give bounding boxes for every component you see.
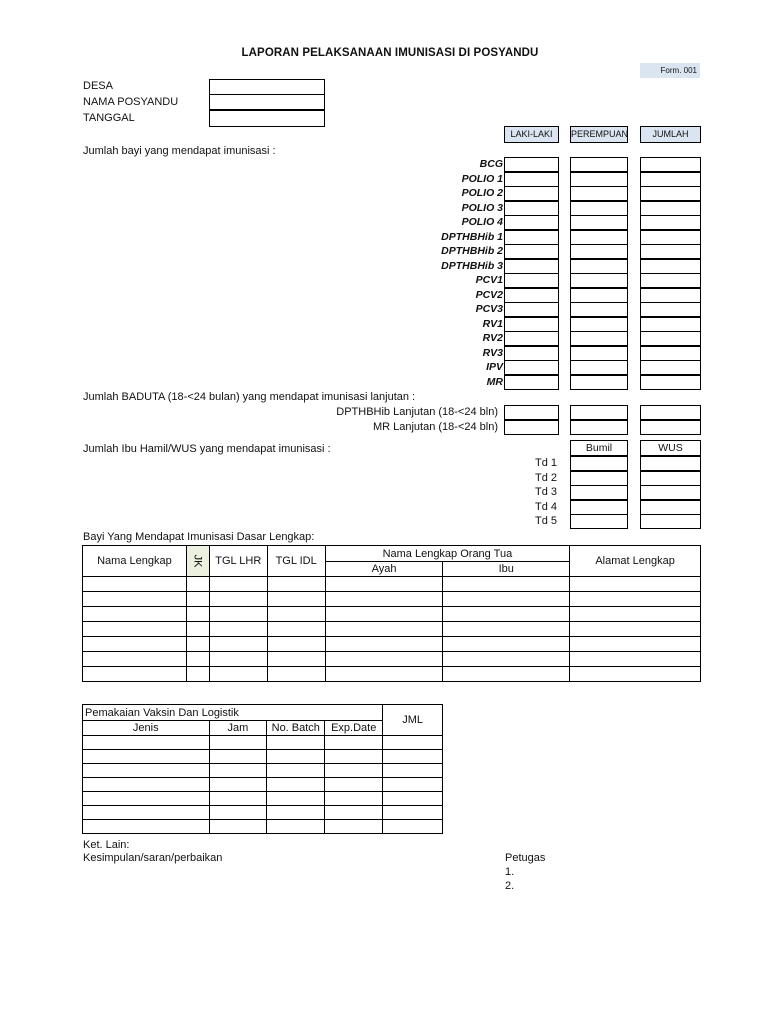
perempuan-input[interactable] — [570, 288, 628, 303]
idl-table-cell[interactable] — [267, 637, 325, 652]
idl-table-cell[interactable] — [209, 622, 267, 637]
idl-table-row — [83, 652, 701, 667]
idl-table-cell[interactable] — [570, 637, 701, 652]
laki-laki-input[interactable] — [504, 420, 559, 435]
perempuan-input[interactable] — [570, 259, 628, 274]
vaccine-label: IPV — [486, 361, 503, 373]
td-item-label: Td 1 — [534, 457, 557, 469]
idl-table-cell[interactable] — [83, 577, 187, 592]
perempuan-input[interactable] — [570, 157, 628, 172]
logistik-table-cell[interactable] — [267, 736, 325, 750]
wus-input[interactable] — [640, 485, 701, 500]
idl-table-cell[interactable] — [443, 652, 570, 667]
idl-table-cell[interactable] — [325, 607, 443, 622]
idl-table-cell[interactable] — [267, 652, 325, 667]
idl-table-cell[interactable] — [325, 592, 443, 607]
perempuan-input[interactable] — [570, 346, 628, 361]
laki-laki-input[interactable] — [504, 157, 559, 172]
idl-table-cell[interactable] — [443, 577, 570, 592]
logistik-col-batch: No. Batch — [267, 721, 325, 736]
perempuan-input[interactable] — [570, 360, 628, 375]
idl-table-cell[interactable] — [325, 637, 443, 652]
idl-section-heading: Bayi Yang Mendapat Imunisasi Dasar Lengkap: — [83, 531, 315, 543]
idl-table-cell[interactable] — [83, 652, 187, 667]
logistik-table-cell[interactable] — [209, 736, 267, 750]
idl-table-cell[interactable] — [83, 622, 187, 637]
baduta-item-label: MR Lanjutan (18-<24 bln) — [372, 421, 498, 433]
jumlah-input[interactable] — [640, 317, 701, 332]
laki-laki-input[interactable] — [504, 244, 559, 259]
vaccine-label: DPTHBHib 3 — [441, 259, 503, 272]
logistik-table-cell[interactable] — [267, 792, 325, 806]
idl-table-cell[interactable] — [186, 667, 209, 682]
laki-laki-input[interactable] — [504, 360, 559, 375]
laki-laki-input[interactable] — [504, 317, 559, 332]
vaccine-label: RV2 — [482, 332, 503, 344]
logistik-heading: Pemakaian Vaksin Dan Logistik — [83, 705, 383, 721]
logistik-table-cell[interactable] — [209, 750, 267, 764]
logistik-table-cell[interactable] — [267, 820, 325, 834]
vaccine-label: RV1 — [482, 317, 503, 330]
laki-laki-input[interactable] — [504, 215, 559, 230]
logistik-table-cell[interactable] — [383, 764, 443, 778]
petugas-label: Petugas — [505, 852, 546, 864]
jumlah-input[interactable] — [640, 288, 701, 303]
logistik-table-cell[interactable] — [383, 736, 443, 750]
logistik-table-cell[interactable] — [83, 750, 210, 764]
idl-col-nama: Nama Lengkap — [83, 546, 187, 577]
idl-table-cell[interactable] — [443, 622, 570, 637]
vaccine-label: PCV3 — [475, 303, 503, 315]
bumil-input[interactable] — [570, 500, 628, 515]
idl-col-ayah: Ayah — [325, 562, 443, 577]
vaccine-label: DPTHBHib 2 — [441, 245, 503, 257]
perempuan-input[interactable] — [570, 405, 628, 420]
logistik-table-cell[interactable] — [267, 778, 325, 792]
perempuan-input[interactable] — [570, 215, 628, 230]
vaccine-label: MR — [486, 375, 503, 388]
logistik-col-jenis: Jenis — [83, 721, 210, 736]
page-title: LAPORAN PELAKSANAAN IMUNISASI DI POSYANDU — [241, 47, 539, 59]
vaccine-label: POLIO 4 — [461, 216, 503, 228]
perempuan-input[interactable] — [570, 230, 628, 245]
idl-col-tgl-idl: TGL IDL — [267, 546, 325, 577]
idl-table-cell[interactable] — [267, 577, 325, 592]
logistik-table-row — [83, 750, 443, 764]
perempuan-input[interactable] — [570, 172, 628, 187]
perempuan-input[interactable] — [570, 420, 628, 435]
jumlah-input[interactable] — [640, 201, 701, 216]
jumlah-input[interactable] — [640, 302, 701, 317]
jumlah-input[interactable] — [640, 331, 701, 346]
bumil-input[interactable] — [570, 485, 628, 500]
laki-laki-input[interactable] — [504, 186, 559, 201]
perempuan-input[interactable] — [570, 331, 628, 346]
idl-table-cell[interactable] — [325, 652, 443, 667]
idl-table-cell[interactable] — [209, 607, 267, 622]
idl-table-row — [83, 592, 701, 607]
jumlah-input[interactable] — [640, 230, 701, 245]
logistik-table-cell[interactable] — [325, 806, 383, 820]
idl-col-alamat: Alamat Lengkap — [570, 546, 701, 577]
wus-input[interactable] — [640, 514, 701, 529]
logistik-table-cell[interactable] — [83, 792, 210, 806]
idl-table-cell[interactable] — [570, 607, 701, 622]
idl-table-cell[interactable] — [443, 607, 570, 622]
jumlah-input[interactable] — [640, 244, 701, 259]
logistik-table-cell[interactable] — [83, 736, 210, 750]
logistik-table-cell[interactable] — [83, 764, 210, 778]
idl-table-row — [83, 577, 701, 592]
laki-laki-input[interactable] — [504, 172, 559, 187]
logistik-table-cell[interactable] — [209, 792, 267, 806]
logistik-table-cell[interactable] — [383, 750, 443, 764]
logistik-table-cell[interactable] — [325, 778, 383, 792]
vaccine-label: RV3 — [482, 346, 503, 359]
idl-table-cell[interactable] — [83, 637, 187, 652]
bumil-input[interactable] — [570, 514, 628, 529]
logistik-table-cell[interactable] — [267, 764, 325, 778]
logistik-table-row — [83, 820, 443, 834]
laki-laki-input[interactable] — [504, 302, 559, 317]
ket-lain-label: Ket. Lain: — [83, 839, 130, 851]
idl-table-cell[interactable] — [83, 592, 187, 607]
logistik-table-cell[interactable] — [267, 806, 325, 820]
idl-col-ibu: Ibu — [443, 562, 570, 577]
bumil-input[interactable] — [570, 471, 628, 486]
vaccine-label: POLIO 1 — [461, 172, 503, 185]
laki-laki-input[interactable] — [504, 375, 559, 390]
logistik-table-row — [83, 778, 443, 792]
jumlah-input[interactable] — [640, 273, 701, 288]
idl-table-cell[interactable] — [325, 577, 443, 592]
logistik-col-jml: JML — [383, 705, 443, 736]
idl-table-row — [83, 637, 701, 652]
col-header-wus: WUS — [640, 440, 701, 456]
vaccine-label: POLIO 3 — [461, 201, 503, 214]
idl-table-cell[interactable] — [325, 622, 443, 637]
vaccine-label: POLIO 2 — [461, 187, 503, 199]
logistik-col-exp: Exp.Date — [325, 721, 383, 736]
idl-table-cell[interactable] — [443, 637, 570, 652]
petugas-1-label: 1. — [505, 866, 515, 878]
wus-input[interactable] — [640, 500, 701, 515]
logistik-table-cell[interactable] — [83, 820, 210, 834]
perempuan-input[interactable] — [570, 244, 628, 259]
idl-col-orang-tua: Nama Lengkap Orang Tua — [325, 546, 570, 562]
col-header-perempuan: PEREMPUAN — [570, 126, 628, 143]
baduta-item-label: DPTHBHib Lanjutan (18-<24 bln) — [336, 406, 498, 418]
tanggal-label: TANGGAL — [83, 112, 135, 124]
idl-table-cell[interactable] — [325, 667, 443, 682]
logistik-table-row — [83, 806, 443, 820]
desa-label: DESA — [83, 80, 113, 92]
wus-input[interactable] — [640, 471, 701, 486]
logistik-table-cell[interactable] — [209, 764, 267, 778]
ibu-section-heading: Jumlah Ibu Hamil/WUS yang mendapat imunisasi : — [83, 443, 331, 455]
baduta-section-heading: Jumlah BADUTA (18-<24 bulan) yang mendapat imunisasi lanjutan : — [83, 391, 416, 403]
laki-laki-input[interactable] — [504, 288, 559, 303]
idl-table-cell[interactable] — [570, 667, 701, 682]
idl-table-cell[interactable] — [186, 592, 209, 607]
perempuan-input[interactable] — [570, 186, 628, 201]
wus-input[interactable] — [640, 456, 701, 471]
perempuan-input[interactable] — [570, 302, 628, 317]
laki-laki-input[interactable] — [504, 259, 559, 274]
jumlah-input[interactable] — [640, 405, 701, 420]
posyandu-label: NAMA POSYANDU — [83, 96, 179, 108]
logistik-table-cell[interactable] — [325, 820, 383, 834]
idl-col-jk — [186, 546, 209, 577]
jumlah-input[interactable] — [640, 157, 701, 172]
logistik-table-cell[interactable] — [325, 736, 383, 750]
idl-table-cell[interactable] — [570, 592, 701, 607]
logistik-table-cell[interactable] — [83, 778, 210, 792]
perempuan-input[interactable] — [570, 273, 628, 288]
idl-table-cell[interactable] — [186, 652, 209, 667]
logistik-table-cell[interactable] — [209, 806, 267, 820]
logistik-table-row — [83, 764, 443, 778]
posyandu-field[interactable] — [209, 94, 325, 110]
logistik-table-cell[interactable] — [83, 806, 210, 820]
vaccine-label: PCV1 — [475, 274, 503, 286]
idl-col-jk-label: JK — [191, 554, 204, 568]
idl-table-cell[interactable] — [570, 577, 701, 592]
td-item-label: Td 2 — [534, 471, 557, 484]
logistik-table-cell[interactable] — [209, 820, 267, 834]
jumlah-input[interactable] — [640, 186, 701, 201]
idl-table-cell[interactable] — [209, 592, 267, 607]
bayi-section-heading: Jumlah bayi yang mendapat imunisasi : — [83, 145, 276, 157]
idl-table-cell[interactable] — [570, 622, 701, 637]
td-item-label: Td 4 — [534, 500, 557, 513]
idl-table-body — [83, 577, 701, 682]
logistik-table-body — [83, 736, 443, 834]
laki-laki-input[interactable] — [504, 405, 559, 420]
jumlah-input[interactable] — [640, 420, 701, 435]
jumlah-input[interactable] — [640, 360, 701, 375]
idl-table-cell[interactable] — [267, 592, 325, 607]
jumlah-input[interactable] — [640, 259, 701, 274]
idl-table-cell[interactable] — [267, 622, 325, 637]
laki-laki-input[interactable] — [504, 346, 559, 361]
idl-col-tgl-lhr: TGL LHR — [209, 546, 267, 577]
jumlah-input[interactable] — [640, 215, 701, 230]
idl-table-cell[interactable] — [83, 607, 187, 622]
desa-field[interactable] — [209, 79, 325, 95]
idl-table-cell[interactable] — [209, 577, 267, 592]
petugas-2-label: 2. — [505, 880, 515, 892]
idl-table-row — [83, 667, 701, 682]
logistik-table-cell[interactable] — [325, 750, 383, 764]
col-header-laki-laki: LAKI-LAKI — [504, 126, 559, 143]
idl-table-cell[interactable] — [570, 652, 701, 667]
col-header-bumil: Bumil — [570, 440, 628, 456]
vaccine-label: BCG — [479, 158, 503, 170]
logistik-table-cell[interactable] — [267, 750, 325, 764]
logistik-table-cell[interactable] — [383, 778, 443, 792]
vaccine-label: DPTHBHib 1 — [441, 230, 503, 243]
idl-table-cell[interactable] — [83, 667, 187, 682]
laki-laki-input[interactable] — [504, 230, 559, 245]
idl-table-cell[interactable] — [267, 667, 325, 682]
logistik-col-jam: Jam — [209, 721, 267, 736]
jumlah-input[interactable] — [640, 346, 701, 361]
logistik-table-cell[interactable] — [383, 806, 443, 820]
td-item-label: Td 5 — [534, 515, 557, 528]
perempuan-input[interactable] — [570, 317, 628, 332]
td-item-label: Td 3 — [534, 486, 557, 499]
logistik-table-cell[interactable] — [383, 792, 443, 806]
idl-table-cell[interactable] — [186, 637, 209, 652]
vaccine-label: PCV2 — [475, 288, 503, 301]
idl-table-cell[interactable] — [209, 637, 267, 652]
idl-table-cell[interactable] — [186, 577, 209, 592]
form-number-badge: Form. 001 — [640, 63, 700, 78]
logistik-table-cell[interactable] — [325, 764, 383, 778]
logistik-table-cell[interactable] — [325, 792, 383, 806]
idl-table-cell[interactable] — [209, 667, 267, 682]
logistik-table-row — [83, 792, 443, 806]
laki-laki-input[interactable] — [504, 331, 559, 346]
laki-laki-input[interactable] — [504, 201, 559, 216]
logistik-table-row — [83, 736, 443, 750]
perempuan-input[interactable] — [570, 375, 628, 390]
perempuan-input[interactable] — [570, 201, 628, 216]
idl-table-row — [83, 607, 701, 622]
idl-table-cell[interactable] — [267, 607, 325, 622]
idl-table-cell[interactable] — [186, 607, 209, 622]
idl-table — [82, 545, 701, 682]
col-header-jumlah: JUMLAH — [640, 126, 701, 143]
jumlah-input[interactable] — [640, 172, 701, 187]
idl-table-row — [83, 622, 701, 637]
logistik-table — [82, 704, 443, 834]
logistik-table-cell[interactable] — [209, 778, 267, 792]
idl-table-cell[interactable] — [209, 652, 267, 667]
kesimpulan-label: Kesimpulan/saran/perbaikan — [83, 852, 223, 864]
logistik-table-cell[interactable] — [383, 820, 443, 834]
tanggal-field[interactable] — [209, 110, 325, 127]
laki-laki-input[interactable] — [504, 273, 559, 288]
idl-table-cell[interactable] — [443, 592, 570, 607]
jumlah-input[interactable] — [640, 375, 701, 390]
idl-table-cell[interactable] — [186, 622, 209, 637]
idl-table-cell[interactable] — [443, 667, 570, 682]
bumil-input[interactable] — [570, 456, 628, 471]
